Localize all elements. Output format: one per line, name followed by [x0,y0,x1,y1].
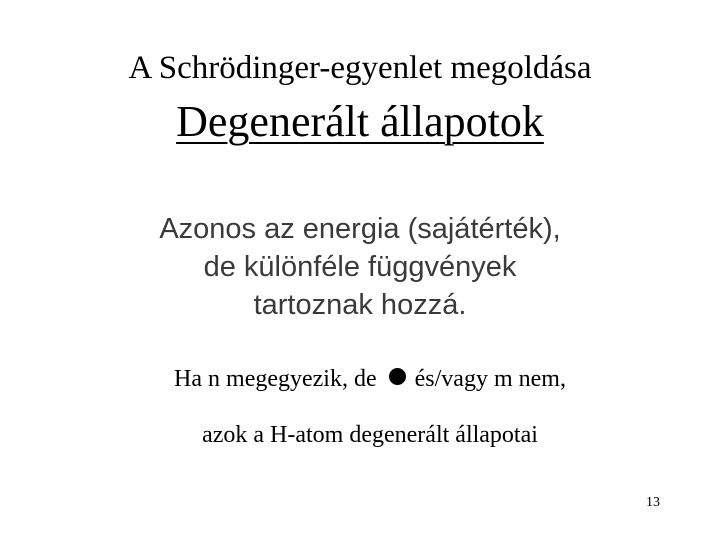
definition-block [0,210,720,324]
condition-text-end: és/vagy m nem, [408,366,566,392]
slide-title: Degenerált állapotok [176,97,544,146]
conclusion-line: azok a H-atom degenerált állapotai [202,422,538,448]
slide-title-container [0,96,720,148]
l-quantum-number-symbol-icon [389,368,406,385]
slide-subtitle: A Schrödinger-egyenlet megoldása [128,50,592,86]
condition-line [0,364,720,394]
definition-line-2: de különféle függvények [203,251,517,283]
page-number: 13 [646,495,660,510]
definition-line-1: Azonos az energia (sajátérték), [159,213,561,245]
condition-text-start: Ha n megegyezik, de [174,366,383,392]
definition-line-3: tartoznak hozzá. [253,289,467,321]
